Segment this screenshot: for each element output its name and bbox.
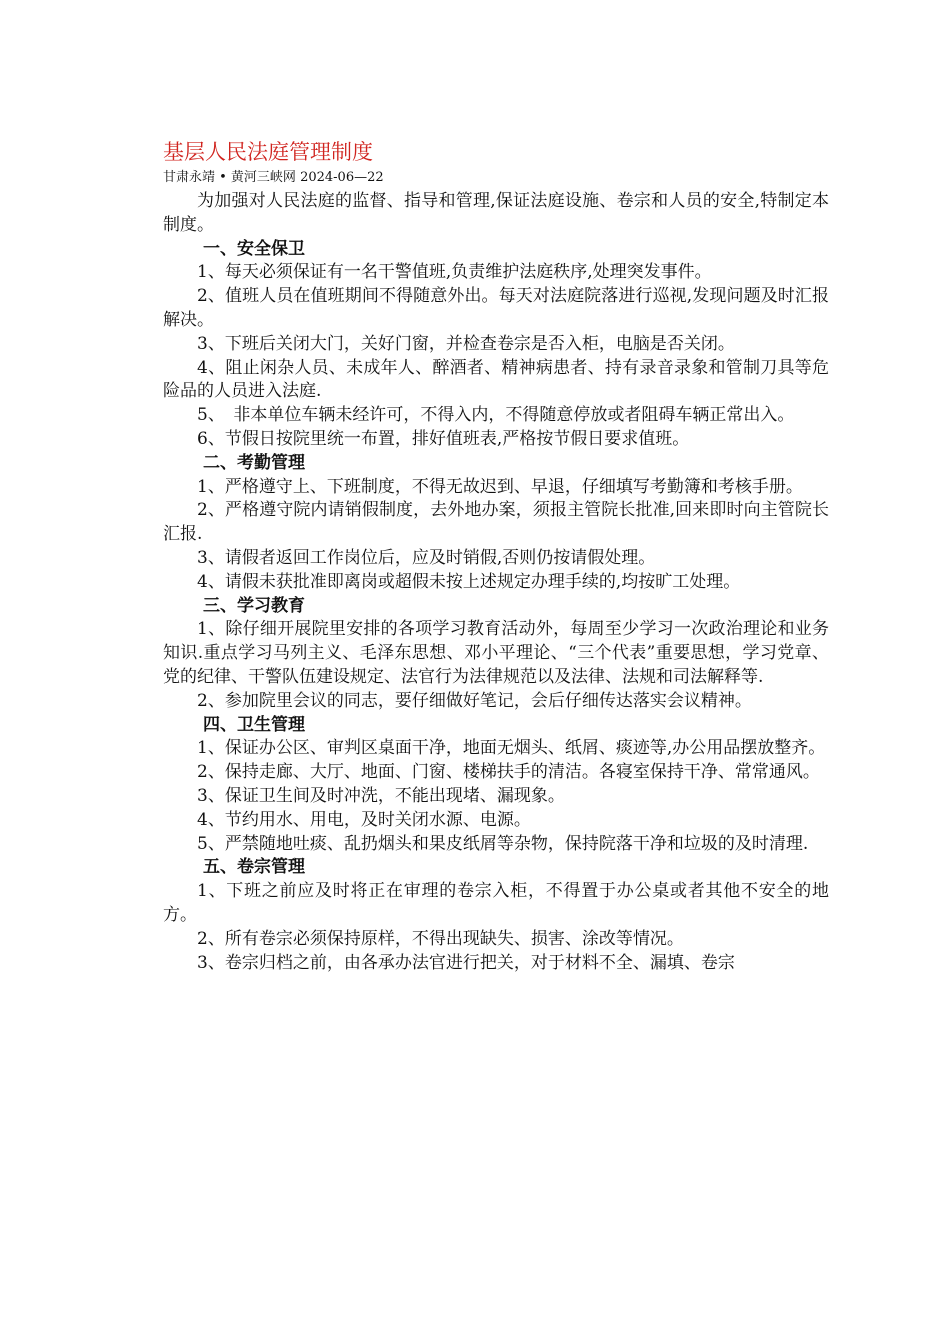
body-paragraph: 1、严格遵守上、下班制度，不得无故迟到、早退，仔细填写考勤簿和考核手册。 — [197, 476, 803, 497]
section-heading: 五、卷宗管理 — [203, 857, 305, 878]
body-paragraph: 3、保证卫生间及时冲洗，不能出现堵、漏现象。 — [197, 785, 565, 806]
body-paragraph: 为加强对人民法庭的监督、指导和管理,保证法庭设施、卷宗和人员的安全,特制定本制度。 — [163, 191, 829, 235]
body-paragraph: 5、 非本单位车辆未经许可，不得入内，不得随意停放或者阻碍车辆正常出入。 — [197, 405, 795, 426]
body-paragraph: 2、值班人员在值班期间不得随意外出。每天对法庭院落进行巡视,发现问题及时汇报解决。 — [163, 286, 829, 330]
body-paragraph: 5、严禁随地吐痰、乱扔烟头和果皮纸屑等杂物，保持院落干净和垃圾的及时清理. — [197, 833, 809, 854]
body-paragraph: 1、每天必须保证有一名干警值班,负责维护法庭秩序,处理突发事件。 — [197, 262, 712, 283]
body-paragraph: 3、卷宗归档之前，由各承办法官进行把关，对于材料不全、漏填、卷宗 — [197, 952, 735, 973]
body-paragraph: 4、节约用水、用电，及时关闭水源、电源。 — [197, 809, 531, 830]
body-paragraph: 3、请假者返回工作岗位后，应及时销假,否则仍按请假处理。 — [197, 547, 656, 568]
section-heading: 二、考勤管理 — [203, 452, 305, 473]
body-paragraph: 2、参加院里会议的同志，要仔细做好笔记，会后仔细传达落实会议精神。 — [197, 690, 752, 711]
body-paragraph: 6、节假日按院里统一布置，排好值班表,严格按节假日要求值班。 — [197, 428, 690, 449]
section-heading: 三、学习教育 — [203, 595, 305, 616]
section-heading: 四、卫生管理 — [203, 714, 305, 735]
article-title: 基层人民法庭管理制度 — [163, 140, 373, 164]
body-paragraph: 3、下班后关闭大门，关好门窗，并检查卷宗是否入柜，电脑是否关闭。 — [197, 333, 735, 354]
body-paragraph: 1、下班之前应及时将正在审理的卷宗入柜，不得置于办公桌或者其他不安全的地方。 — [163, 881, 829, 925]
body-paragraph: 2、保持走廊、大厅、地面、门窗、楼梯扶手的清洁。各寝室保持干净、常常通风。 — [197, 762, 820, 783]
body-paragraph: 2、严格遵守院内请销假制度，去外地办案，须报主管院长批准,回来即时向主管院长汇报. — [163, 500, 829, 545]
article-body — [163, 190, 829, 975]
article-byline: 甘肃永靖 • 黄河三峡网 2024-06—22 — [163, 170, 384, 185]
section-heading: 一、安全保卫 — [203, 238, 305, 259]
body-paragraph: 1、保证办公区、审判区桌面干净，地面无烟头、纸屑、痰迹等,办公用品摆放整齐。 — [197, 738, 826, 759]
body-paragraph: 4、阻止闲杂人员、未成年人、醉酒者、精神病患者、持有录音录象和管制刀具等危险品的人员进入法庭. — [163, 357, 829, 402]
document-page — [163, 136, 829, 975]
body-paragraph: 2、所有卷宗必须保持原样，不得出现缺失、损害、涂改等情况。 — [197, 928, 684, 949]
body-paragraph: 4、请假未获批准即离岗或超假未按上述规定办理手续的,均按旷工处理。 — [197, 571, 741, 592]
body-paragraph: 1、除仔细开展院里安排的各项学习教育活动外，每周至少学习一次政治理论和业务知识.重点学习马列主义、毛泽东思想、邓小平理论、“三个代表”重要思想，学习党章、党的纪律、干警队伍建设规定、法官行为法律规范以及法律、法规和司法解释等. — [163, 619, 829, 687]
